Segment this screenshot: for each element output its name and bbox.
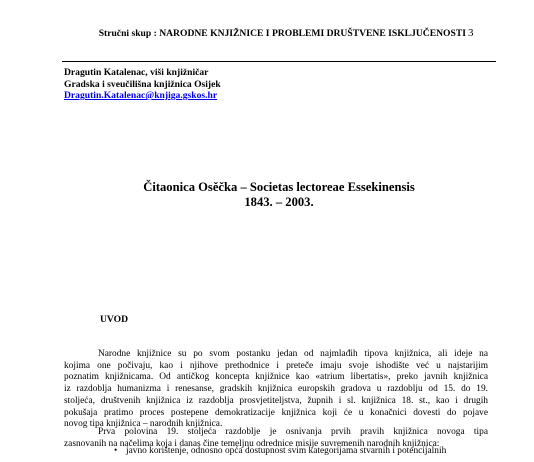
paragraph-1 [64, 349, 488, 431]
paragraph-line: kojima one počivaju, kao i njihove prethodnice i preteče imaju svoje ishodište već u najstarijim [64, 360, 488, 371]
paragraph-line: zasnovanih na načelima koja i danas čine temeljnu odrednice misije suvremenih narodnih knjižnica: [64, 438, 440, 449]
bullet-list [114, 446, 446, 458]
document-title-years: 1843. – 2003. [244, 195, 314, 209]
author-block [64, 67, 221, 102]
paragraph-line: stoljeća, društvenih knjižnica iz razdoblja prosvjetiteljstva, župnih i sl. knjižnica 18. st., kao i drugih [64, 395, 488, 406]
paragraph-line: poznatim knjižnicama. Od antičkog koncepta knjižnice kao «atrium libertatis», preko javnih knjižnica [64, 372, 488, 383]
paragraph-line: Narodne knjižnice su po svom postanku jedan od najmlađih tipova knjižnica, ali ideje na [98, 349, 488, 359]
author-institution: Gradska i sveučilišna knjižnica Osijek [64, 78, 221, 90]
running-header: Stručni skup : NARODNE KNJIŽNICE I PROBLEMI DRUŠTVENE ISKLJUČENOSTI [98, 28, 466, 39]
paragraph-line: novog tipa knjižnica – narodnih knjižnica. [64, 419, 223, 430]
paragraph-line: iz razdoblja humanizma i renesanse, gradskih knjižnica europskih gradova u razdoblju od 15. do 19. [64, 384, 488, 395]
paragraph-line: Prva polovina 19. stoljeća razdoblje je osnivanja prvih pravih knjižnica novoga tipa [98, 427, 488, 437]
author-email-link[interactable]: Dragutin.Katalenac@knjiga.gskos.hr [64, 90, 218, 102]
paragraph-line: pokušaja pratimo proces postepene demokratizacije knjižnica koji će u konačnici dovesti do pojave [64, 407, 488, 418]
document-title: Čitaonica Osěčka – Societas lectoreae Essekinensis [143, 180, 415, 194]
bullet-icon: • [114, 446, 118, 456]
section-heading: UVOD [100, 314, 129, 325]
header-divider [62, 61, 496, 62]
page-number: 3 [468, 27, 474, 39]
author-name: Dragutin Katalenac, viši knjižničar [64, 67, 209, 78]
bullet-item: javno korištenje, odnosno opća dostupnost svim kategorijama stvarnih i potencijalnih [126, 446, 447, 456]
